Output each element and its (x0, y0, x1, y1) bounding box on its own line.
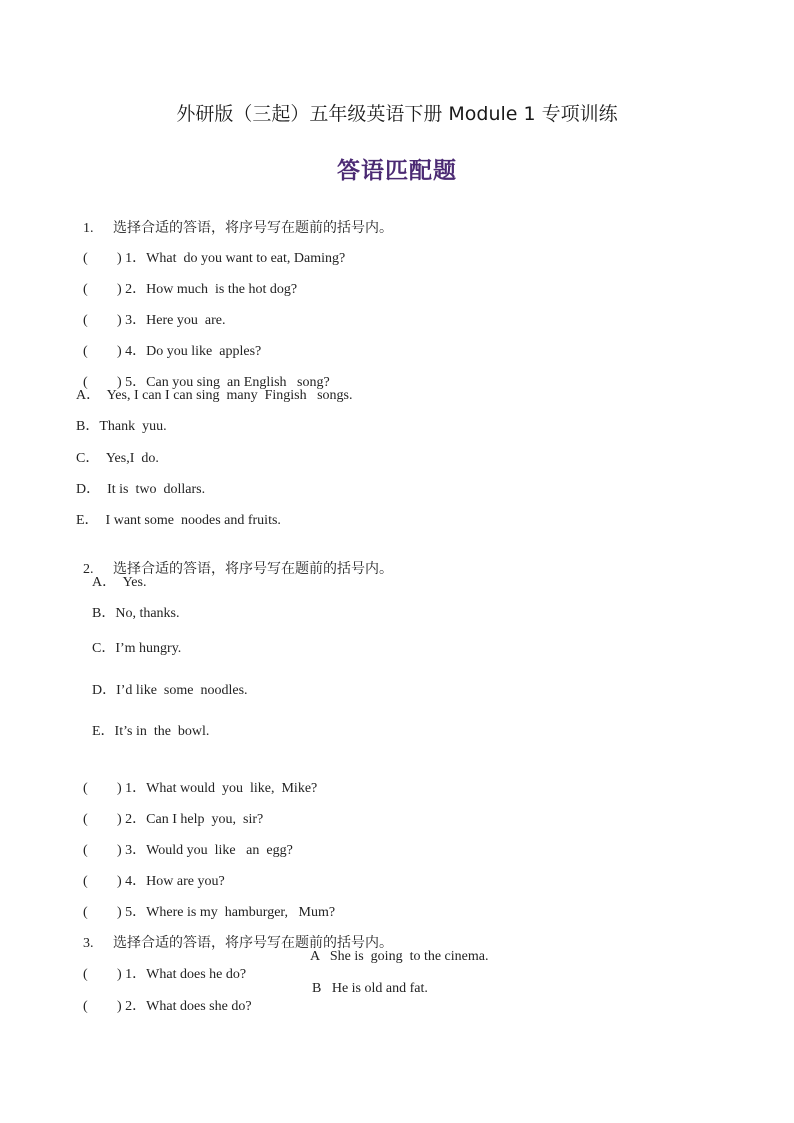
answer-blank-open: ( (83, 344, 88, 359)
question-text: Here you are. (146, 313, 226, 328)
answer-option: C． Yes,I do. (76, 451, 159, 466)
answer-option: D． It is two dollars. (76, 482, 206, 497)
question-number: ) 1． (117, 251, 147, 266)
question-number: ) 4． (117, 874, 147, 889)
section-instruction: 选择合适的答语，将序号写在题前的括号内。 (113, 561, 393, 577)
section-number: 1. (83, 221, 94, 236)
answer-blank-open: ( (83, 812, 88, 827)
answer-blank-open: ( (83, 967, 88, 982)
question-text: Can I help you, sir? (146, 812, 264, 827)
answer-blank-open: ( (83, 874, 88, 889)
section-instruction: 选择合适的答语，将序号写在题前的括号内。 (113, 935, 393, 951)
answer-option: B．Thank yuu. (76, 419, 167, 434)
question-number: ) 2． (117, 812, 147, 827)
answer-option: B．No, thanks. (92, 606, 180, 621)
question-text: Where is my hamburger, Mum? (146, 905, 336, 920)
question-text: What does he do? (146, 967, 247, 982)
section-instruction: 选择合适的答语，将序号写在题前的括号内。 (113, 220, 393, 236)
question-number: ) 3． (117, 313, 147, 328)
question-number: ) 1． (117, 967, 147, 982)
question-text: Can you sing an English song? (146, 375, 330, 390)
answer-option: D．I’d like some noodles. (92, 683, 248, 698)
match-option: B He is old and fat. (312, 981, 428, 996)
question-text: What does she do? (146, 999, 252, 1014)
question-text: How are you? (146, 874, 225, 889)
question-number: ) 5． (117, 905, 147, 920)
question-text: Do you like apples? (146, 344, 262, 359)
question-number: ) 4． (117, 344, 147, 359)
answer-option: A． Yes. (92, 575, 147, 590)
question-row (76, 948, 246, 984)
answer-blank-open: ( (83, 313, 88, 328)
question-number: ) 2． (117, 282, 147, 297)
answer-blank-open: ( (83, 999, 88, 1014)
answer-blank-open: ( (83, 375, 88, 390)
page-title: 外研版（三起）五年级英语下册 Module 1 专项训练 (176, 103, 618, 125)
question-text: How much is the hot dog? (146, 282, 298, 297)
answer-option: E． I want some noodes and fruits. (76, 513, 281, 528)
answer-option: A． Yes, I can I can sing many Fingish songs. (76, 388, 353, 403)
question-text: Would you like an egg? (146, 843, 293, 858)
question-row (76, 980, 252, 1016)
answer-option: E．It’s in the bowl. (92, 724, 210, 739)
answer-option: C．I’m hungry. (92, 641, 182, 656)
question-text: What would you like, Mike? (146, 781, 318, 796)
page-subtitle: 答语匹配题 (337, 158, 457, 184)
match-option: A She is going to the cinema. (310, 949, 489, 964)
section-number: 2. (83, 562, 94, 577)
answer-blank-open: ( (83, 843, 88, 858)
question-number: ) 1． (117, 781, 147, 796)
answer-blank-open: ( (83, 251, 88, 266)
answer-blank-open: ( (83, 905, 88, 920)
question-text: What do you want to eat, Daming? (146, 251, 346, 266)
answer-blank-open: ( (83, 282, 88, 297)
question-number: ) 3． (117, 843, 147, 858)
answer-blank-open: ( (83, 781, 88, 796)
question-number: ) 2． (117, 999, 147, 1014)
question-number: ) 5． (117, 375, 147, 390)
section-number: 3. (83, 936, 94, 951)
